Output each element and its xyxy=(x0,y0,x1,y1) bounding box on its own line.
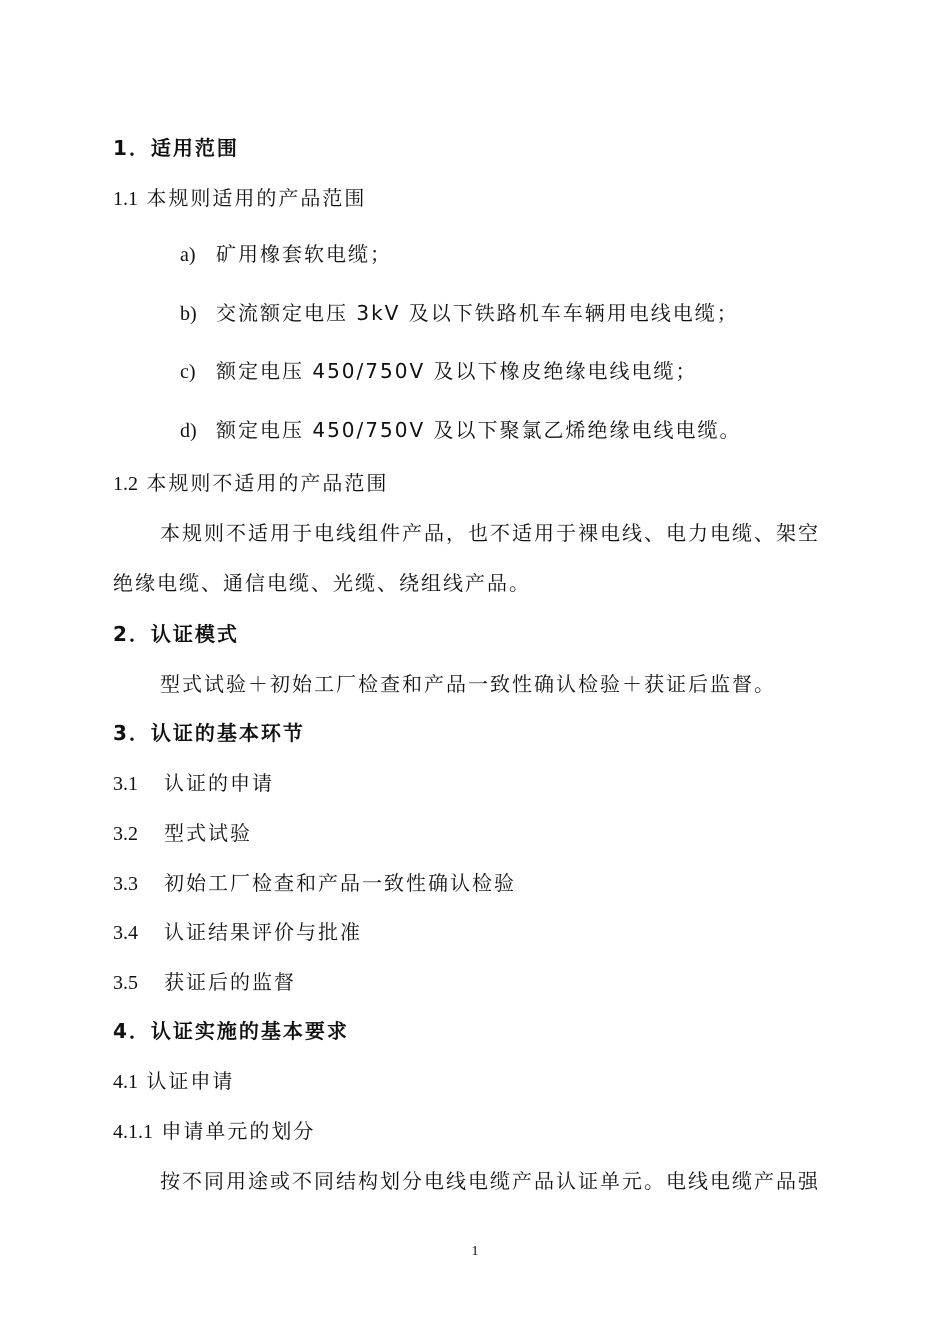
list-item xyxy=(180,354,880,388)
subsection-title: 本规则适用的产品范围 xyxy=(146,186,367,210)
subsection-number: 1.1 xyxy=(113,188,138,210)
list-item-text: 矿用橡套软电缆； xyxy=(216,242,392,266)
list-item-text: 交流额定电压 3kV 及以下铁路机车车辆用电线电缆； xyxy=(216,301,739,325)
list-item xyxy=(113,766,913,800)
list-item-text: 型式试验 xyxy=(164,821,252,845)
section-3-heading: 3．认证的基本环节 xyxy=(113,721,305,745)
list-item xyxy=(113,915,913,949)
subsection-number: 4.1.1 xyxy=(113,1121,153,1143)
list-item-number: 3.5 xyxy=(113,972,138,994)
page-number: 1 xyxy=(471,1244,479,1259)
list-item-text: 认证结果评价与批准 xyxy=(164,920,362,944)
paragraph-line: 按不同用途或不同结构划分电线电缆产品认证单元。电线电缆产品强 xyxy=(160,1169,820,1193)
subsection-1-2 xyxy=(113,466,913,500)
list-item-number: 3.2 xyxy=(113,823,138,845)
list-item xyxy=(180,413,880,447)
list-item xyxy=(113,866,913,900)
section-1-heading: 1．适用范围 xyxy=(113,136,239,160)
subsection-number: 4.1 xyxy=(113,1071,138,1093)
list-item-number: 3.4 xyxy=(113,922,138,944)
list-item xyxy=(113,965,913,999)
subsection-title: 申请单元的划分 xyxy=(161,1119,316,1143)
list-item-text: 额定电压 450/750V 及以下聚氯乙烯绝缘电线电缆。 xyxy=(216,418,742,442)
subsection-4-1 xyxy=(113,1064,913,1098)
section-4-heading: 4．认证实施的基本要求 xyxy=(113,1019,349,1043)
subsection-title: 本规则不适用的产品范围 xyxy=(146,471,389,495)
subsection-1-1 xyxy=(113,181,913,215)
list-item-label: c) xyxy=(180,361,196,383)
list-item-label: d) xyxy=(180,420,197,442)
subsection-title: 认证申请 xyxy=(146,1069,235,1093)
list-item-text: 额定电压 450/750V 及以下橡皮绝缘电线电缆； xyxy=(216,359,698,383)
list-item-text: 获证后的监督 xyxy=(164,970,296,994)
list-item xyxy=(180,296,880,330)
list-item-text: 初始工厂检查和产品一致性确认检验 xyxy=(164,871,516,895)
paragraph-line: 本规则不适用于电线组件产品，也不适用于裸电线、电力电缆、架空 xyxy=(160,521,820,545)
subsection-number: 1.2 xyxy=(113,473,138,495)
list-item-number: 3.3 xyxy=(113,873,138,895)
section-2-heading: 2．认证模式 xyxy=(113,622,239,646)
list-item-label: a) xyxy=(180,244,196,266)
paragraph-line: 绝缘电缆、通信电缆、光缆、绕组线产品。 xyxy=(113,571,531,595)
list-item-number: 3.1 xyxy=(113,773,138,795)
list-item xyxy=(113,816,913,850)
paragraph-line: 型式试验＋初始工厂检查和产品一致性确认检验＋获证后监督。 xyxy=(160,672,776,696)
list-item xyxy=(180,237,880,271)
list-item-text: 认证的申请 xyxy=(164,771,274,795)
subsection-4-1-1 xyxy=(113,1114,913,1148)
list-item-label: b) xyxy=(180,303,197,325)
